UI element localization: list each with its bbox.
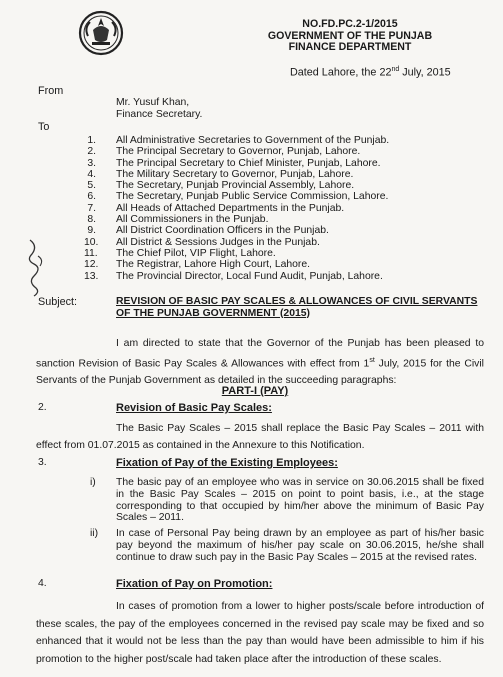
recipient-text: The Principal Secretary to Chief Minister, Punjab, Lahore.: [116, 157, 381, 169]
recipient-item: [84, 225, 329, 237]
part-heading: PART-I (PAY): [221, 385, 289, 397]
date-suffix: July, 2015: [399, 66, 451, 79]
recipient-text: The Chief Pilot, VIP Flight, Lahore.: [116, 247, 276, 259]
section-4-number: 4.: [38, 578, 47, 589]
intro-paragraph: [36, 335, 484, 389]
section-3-item-1-text: The basic pay of an employee who was in service on 30.06.2015 shall be fixed in the Basic Pay Scales – 2015 on point to point basis, i.e., at the stage corresponding to that occupied by him/her above the minimum of Basic Pay Scales – 2011.: [116, 477, 484, 524]
reference-number: NO.FD.PC.2-1/2015: [302, 18, 398, 30]
recipient-text: The Secretary, Punjab Public Service Commission, Lahore.: [116, 191, 389, 203]
government-name: GOVERNMENT OF THE PUNJAB: [267, 29, 433, 42]
recipient-number: 8.: [87, 214, 96, 226]
recipient-text: All Administrative Secretaries to Government of the Punjab.: [116, 135, 390, 146]
recipient-text: The Secretary, Punjab Provincial Assembly, Lahore.: [116, 180, 355, 192]
recipient-text: All District Coordination Officers in the Punjab.: [116, 225, 329, 237]
recipient-number: 1.: [87, 135, 96, 146]
recipient-item: [84, 191, 389, 203]
intro-text-2: July, 2015 for the Civil Servants of the Punjab Government as detailed in the succeeding paragraphs:: [36, 358, 484, 387]
recipient-list: [84, 135, 390, 282]
recipient-number: 11.: [84, 247, 98, 259]
recipient-item: [84, 214, 269, 226]
section-2-number: 2.: [38, 402, 47, 413]
section-3-number: 3.: [38, 457, 47, 468]
recipient-number: 13.: [84, 270, 99, 282]
date-prefix: Dated Lahore, the 22: [290, 66, 392, 79]
section-4-body: In cases of promotion from a lower to higher posts/scale before introduction of these scales, the pay of the employees concerned in the revised pay scale may be fixed and so enhanced that it would not be less than the pay than would have been admissible to him if his promotion to the higher post/scale had taken place after the introduction of these scales.: [36, 601, 484, 665]
section-4-heading: Fixation of Pay on Promotion:: [116, 578, 273, 590]
recipient-text: The Military Secretary to Governor, Punjab, Lahore.: [116, 168, 354, 180]
date-suffix-sup: nd: [391, 66, 400, 73]
recipient-number: 3.: [87, 157, 96, 169]
recipient-item: [84, 247, 276, 259]
intro-sup: st: [369, 357, 375, 364]
recipient-number: 6.: [87, 191, 96, 203]
recipient-item: [84, 157, 381, 169]
recipient-item: [84, 236, 320, 248]
recipient-text: All Heads of Attached Departments in the Punjab.: [116, 202, 345, 214]
recipient-item: [84, 135, 390, 146]
subject-label: Subject:: [38, 296, 78, 308]
intro-text-1: I am directed to state that the Governor of the Punjab has been pleased to sanction Revision of Basic Pay Scales & Allowances with effect from 1: [36, 338, 484, 370]
section-2-heading: Revision of Basic Pay Scales:: [116, 402, 272, 414]
recipient-text: All District & Sessions Judges in the Punjab.: [116, 236, 320, 248]
recipient-number: 5.: [87, 180, 96, 192]
section-3-item-2-number: ii): [90, 528, 99, 539]
recipient-item: [84, 168, 354, 180]
section-3-item-1-number: i): [90, 477, 96, 488]
recipient-number: 9.: [87, 225, 96, 237]
recipient-item: [84, 202, 345, 214]
from-label: From: [38, 85, 64, 97]
date-line: [290, 66, 451, 79]
recipient-text: The Provincial Director, Local Fund Audit, Punjab, Lahore.: [116, 270, 383, 282]
section-2-body: The Basic Pay Scales – 2015 shall replace the Basic Pay Scales – 2011 with effect from 01.07.2015 as contained in the Annexure to this Notification.: [36, 423, 484, 451]
letterhead: [260, 19, 440, 54]
recipient-number: 10.: [84, 236, 99, 248]
sender-title: Finance Secretary.: [116, 108, 203, 120]
recipient-number: 12.: [84, 259, 99, 271]
recipient-item: [84, 259, 311, 271]
recipient-number: 4.: [87, 168, 96, 180]
section-3-heading: Fixation of Pay of the Existing Employees:: [116, 457, 338, 469]
section-3-item-2-text: In case of Personal Pay being drawn by an employee as part of his/her basic pay beyond the maximum of his/her pay scale on 30.06.2015, he/she shall continue to draw such pay in the Basic Pay Scales – 2015 at the revised rates.: [116, 528, 484, 563]
handwritten-initials: [22, 236, 48, 298]
recipient-text: All Commissioners in the Punjab.: [116, 214, 269, 226]
recipient-number: 2.: [87, 146, 96, 158]
recipient-item: [84, 180, 355, 192]
subject-text: REVISION OF BASIC PAY SCALES & ALLOWANCES OF CIVIL SERVANTS OF THE PUNJAB GOVERNMENT (2015): [116, 296, 478, 319]
from-block: [116, 97, 202, 120]
recipient-text: The Principal Secretary to Governor, Punjab, Lahore.: [116, 146, 361, 158]
recipient-number: 7.: [87, 202, 96, 214]
recipient-item: [84, 146, 361, 158]
department-name: FINANCE DEPARTMENT: [288, 41, 412, 53]
punjab-emblem-icon: [78, 10, 124, 56]
sender-name: Mr. Yusuf Khan,: [116, 97, 190, 108]
to-label: To: [38, 121, 50, 133]
recipient-item: [84, 270, 383, 282]
recipient-text: The Registrar, Lahore High Court, Lahore.: [116, 259, 311, 271]
